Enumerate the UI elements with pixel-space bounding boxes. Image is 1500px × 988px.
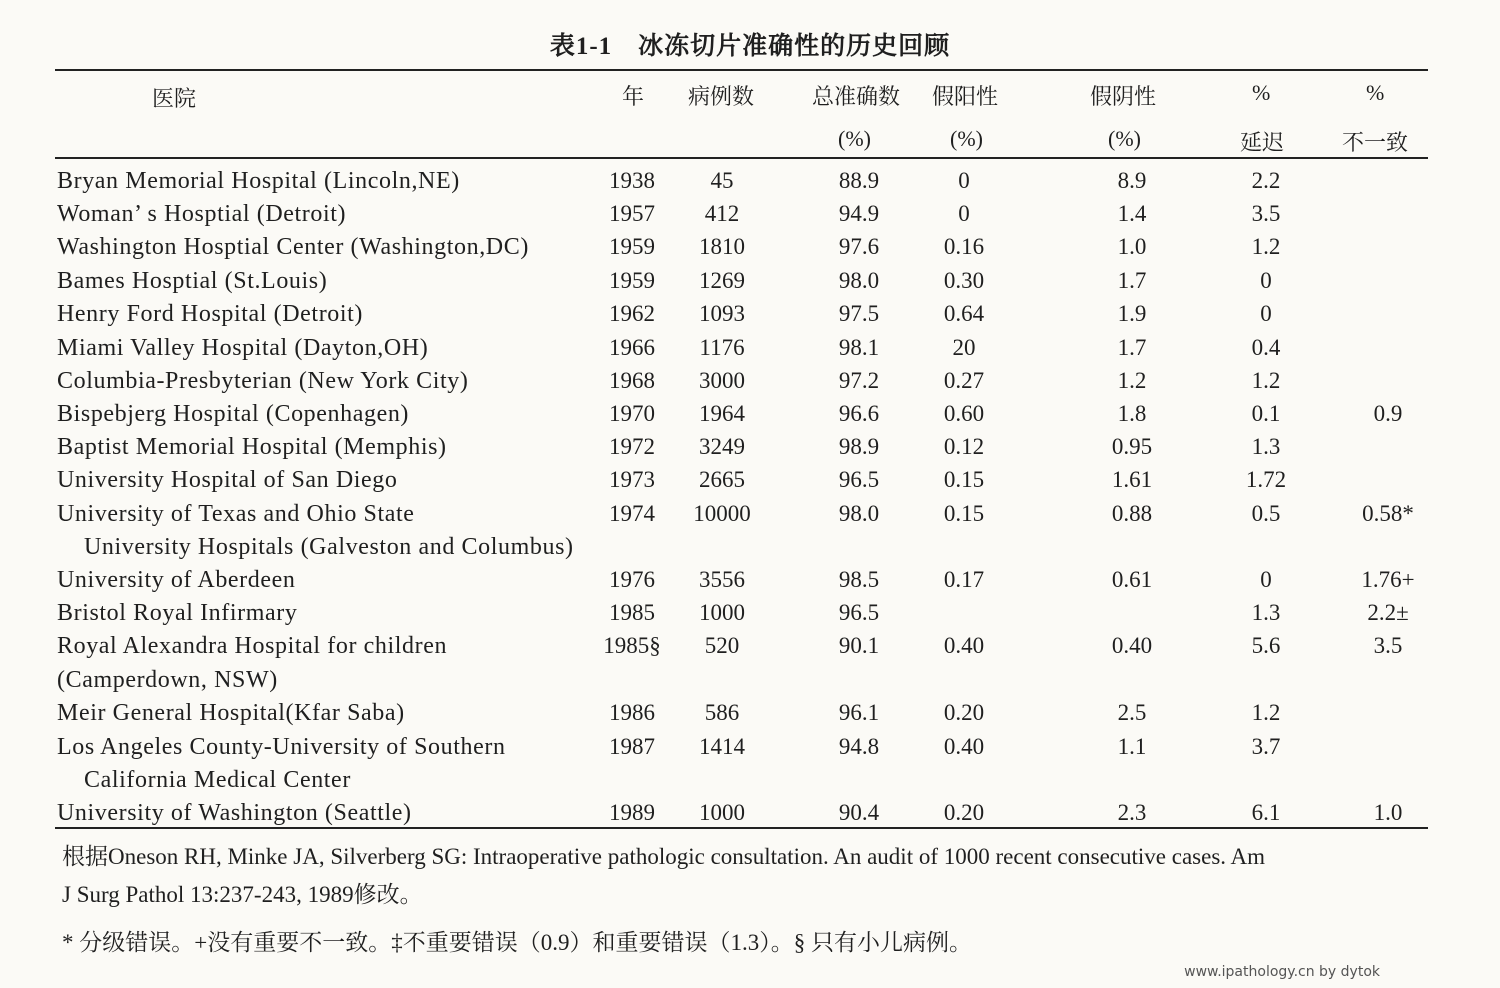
watermark: www.ipathology.cn by dytok: [1184, 964, 1380, 980]
cell-year: 1959: [609, 268, 655, 293]
bottom-rule: [55, 827, 1428, 829]
cell-accuracy: 97.6: [838, 234, 880, 259]
cell-false-positive: 0.20: [943, 700, 985, 725]
cell-deferred: 1.2: [1251, 234, 1281, 259]
cell-cases: 520: [704, 633, 740, 658]
cell-false-positive: 0.16: [943, 234, 985, 259]
cell-hospital: Henry Ford Hospital (Detroit): [57, 301, 364, 327]
cell-false-negative: 1.2: [1117, 368, 1147, 393]
cell-false-negative: 0.61: [1111, 567, 1153, 592]
cell-year: 1989: [609, 800, 655, 825]
cell-deferred: 0: [1260, 301, 1272, 326]
cell-false-positive: 0.15: [943, 501, 985, 526]
cell-false-positive: 0.12: [943, 434, 985, 459]
cell-year: 1957: [609, 201, 655, 226]
cell-false-negative: 2.3: [1117, 800, 1147, 825]
cell-year: 1970: [609, 401, 655, 426]
cell-false-negative: 2.5: [1117, 700, 1147, 725]
cell-false-negative: 1.0: [1117, 234, 1147, 259]
cell-accuracy: 98.0: [838, 501, 880, 526]
cell-false-positive: 0.64: [943, 301, 985, 326]
cell-accuracy: 96.6: [838, 401, 880, 426]
cell-discordant: 3.5: [1373, 633, 1403, 658]
cell-hospital: Royal Alexandra Hospital for children: [57, 633, 448, 659]
cell-year: 1976: [609, 567, 655, 592]
header-accuracy-unit: (%): [838, 126, 871, 151]
cell-false-negative: 1.8: [1117, 401, 1147, 426]
cell-cases: 3556: [699, 567, 745, 592]
cell-false-positive: 0.17: [943, 567, 985, 592]
cell-hospital: Bryan Memorial Hospital (Lincoln,NE): [57, 168, 460, 194]
cell-false-positive: 0: [958, 201, 970, 226]
header-false-positive: 假阳性: [932, 84, 999, 109]
header-deferred: 延迟: [1240, 130, 1285, 155]
cell-hospital: Bispebjerg Hospital (Copenhagen): [57, 401, 410, 427]
cell-hospital: Bames Hosptial (St.Louis): [57, 268, 328, 294]
cell-cases: 2665: [699, 467, 745, 492]
cell-cases: 10000: [693, 501, 751, 526]
cell-false-positive: 0.40: [943, 633, 985, 658]
cell-cases: 1093: [699, 301, 745, 326]
table-title: 表1-1 冰冻切片准确性的历史回顾: [549, 33, 951, 60]
cell-accuracy: 90.4: [838, 800, 880, 825]
header-accuracy: 总准确数: [812, 84, 901, 109]
cell-discordant: 1.76+: [1361, 567, 1415, 592]
cell-false-negative: 0.95: [1111, 434, 1153, 459]
cell-deferred: 6.1: [1251, 800, 1281, 825]
cell-accuracy: 96.1: [838, 700, 880, 725]
source-line-2: J Surg Pathol 13:237-243, 1989修改。: [62, 882, 423, 907]
cell-deferred: 0: [1260, 268, 1272, 293]
cell-false-positive: 0.40: [943, 734, 985, 759]
cell-hospital: University of Aberdeen: [57, 567, 296, 593]
header-hospital: 医院: [152, 86, 197, 111]
cell-hospital: Woman’ s Hosptial (Detroit): [57, 201, 347, 227]
cell-deferred: 0.1: [1251, 401, 1281, 426]
cell-hospital: University of Washington (Seattle): [57, 800, 412, 826]
header-false-negative-unit: (%): [1108, 126, 1141, 151]
cell-deferred: 3.7: [1251, 734, 1281, 759]
cell-hospital: University of Texas and Ohio State: [57, 501, 415, 527]
cell-false-negative: 1.4: [1117, 201, 1147, 226]
cell-accuracy: 98.1: [838, 335, 880, 360]
cell-deferred: 1.2: [1251, 700, 1281, 725]
cell-cases: 3000: [699, 368, 745, 393]
cell-year: 1973: [609, 467, 655, 492]
header-discordant-percent: %: [1366, 80, 1385, 105]
cell-false-positive: 0.60: [943, 401, 985, 426]
cell-cases: 3249: [699, 434, 745, 459]
cell-cases: 1000: [699, 800, 745, 825]
cell-cases: 1810: [699, 234, 745, 259]
cell-deferred: 1.72: [1245, 467, 1287, 492]
cell-deferred: 0: [1260, 567, 1272, 592]
cell-deferred: 0.4: [1251, 335, 1281, 360]
header-false-positive-unit: (%): [950, 126, 983, 151]
cell-false-negative: 8.9: [1117, 168, 1147, 193]
cell-year: 1974: [609, 501, 655, 526]
cell-false-positive: 0.27: [943, 368, 985, 393]
cell-accuracy: 94.9: [838, 201, 880, 226]
header-year: 年: [622, 84, 645, 109]
cell-discordant: 1.0: [1373, 800, 1403, 825]
cell-deferred: 0.5: [1251, 501, 1281, 526]
cell-cases: 1964: [699, 401, 745, 426]
cell-year: 1968: [609, 368, 655, 393]
cell-year: 1987: [609, 734, 655, 759]
cell-accuracy: 94.8: [838, 734, 880, 759]
cell-accuracy: 97.5: [838, 301, 880, 326]
cell-year: 1966: [609, 335, 655, 360]
cell-false-positive: 0.15: [943, 467, 985, 492]
cell-accuracy: 98.0: [838, 268, 880, 293]
cell-accuracy: 97.2: [838, 368, 880, 393]
header-false-negative: 假阴性: [1090, 84, 1157, 109]
cell-false-negative: 1.7: [1117, 335, 1147, 360]
cell-accuracy: 98.9: [838, 434, 880, 459]
cell-accuracy: 98.5: [838, 567, 880, 592]
cell-cases: 412: [704, 201, 740, 226]
cell-hospital: (Camperdown, NSW): [57, 667, 278, 693]
cell-hospital: Meir General Hospital(Kfar Saba): [57, 700, 405, 726]
cell-accuracy: 96.5: [838, 600, 880, 625]
top-rule: [55, 69, 1428, 71]
cell-false-negative: 1.1: [1117, 734, 1147, 759]
cell-year: 1986: [609, 700, 655, 725]
cell-false-positive: 0: [958, 168, 970, 193]
cell-cases: 586: [704, 700, 740, 725]
cell-discordant: 0.58*: [1362, 501, 1414, 526]
cell-hospital: Miami Valley Hospital (Dayton,OH): [57, 335, 429, 361]
cell-hospital: California Medical Center: [84, 767, 351, 793]
cell-false-positive: 20: [952, 335, 976, 360]
cell-cases: 1414: [699, 734, 745, 759]
cell-false-negative: 1.7: [1117, 268, 1147, 293]
cell-deferred: 2.2: [1251, 168, 1281, 193]
cell-hospital: Bristol Royal Infirmary: [57, 600, 298, 626]
cell-false-negative: 1.9: [1117, 301, 1147, 326]
cell-year: 1938: [609, 168, 655, 193]
cell-cases: 1176: [699, 335, 745, 360]
cell-accuracy: 96.5: [838, 467, 880, 492]
cell-year: 1985§: [603, 633, 661, 658]
header-discordant: 不一致: [1342, 130, 1409, 155]
cell-hospital: Baptist Memorial Hospital (Memphis): [57, 434, 447, 460]
cell-hospital: University Hospitals (Galveston and Columbus): [84, 534, 574, 560]
header-deferred-percent: %: [1252, 80, 1271, 105]
cell-hospital: University Hospital of San Diego: [57, 467, 398, 493]
cell-cases: 1269: [699, 268, 745, 293]
cell-deferred: 3.5: [1251, 201, 1281, 226]
cell-deferred: 1.3: [1251, 600, 1281, 625]
cell-year: 1985: [609, 600, 655, 625]
cell-cases: 1000: [699, 600, 745, 625]
cell-hospital: Washington Hosptial Center (Washington,DC): [57, 234, 529, 260]
cell-deferred: 1.3: [1251, 434, 1281, 459]
cell-hospital: Los Angeles County-University of Southern: [57, 734, 506, 760]
source-line-1: 根据Oneson RH, Minke JA, Silverberg SG: Intraoperative pathologic consultation. An audit of 1000 recent consecutive cases. Am: [62, 844, 1265, 869]
cell-accuracy: 88.9: [838, 168, 880, 193]
footnote: * 分级错误。+没有重要不一致。‡不重要错误（0.9）和重要错误（1.3）。§ 只有小儿病例。: [62, 930, 972, 955]
cell-discordant: 0.9: [1373, 401, 1403, 426]
cell-year: 1959: [609, 234, 655, 259]
cell-false-positive: 0.30: [943, 268, 985, 293]
cell-year: 1972: [609, 434, 655, 459]
cell-deferred: 5.6: [1251, 633, 1281, 658]
cell-cases: 45: [710, 168, 734, 193]
cell-false-negative: 0.88: [1111, 501, 1153, 526]
cell-false-positive: 0.20: [943, 800, 985, 825]
cell-year: 1962: [609, 301, 655, 326]
cell-discordant: 2.2±: [1367, 600, 1409, 625]
cell-false-negative: 1.61: [1111, 467, 1153, 492]
header-cases: 病例数: [688, 84, 755, 109]
cell-accuracy: 90.1: [838, 633, 880, 658]
header-rule: [55, 157, 1428, 159]
cell-hospital: Columbia-Presbyterian (New York City): [57, 368, 469, 394]
cell-deferred: 1.2: [1251, 368, 1281, 393]
cell-false-negative: 0.40: [1111, 633, 1153, 658]
